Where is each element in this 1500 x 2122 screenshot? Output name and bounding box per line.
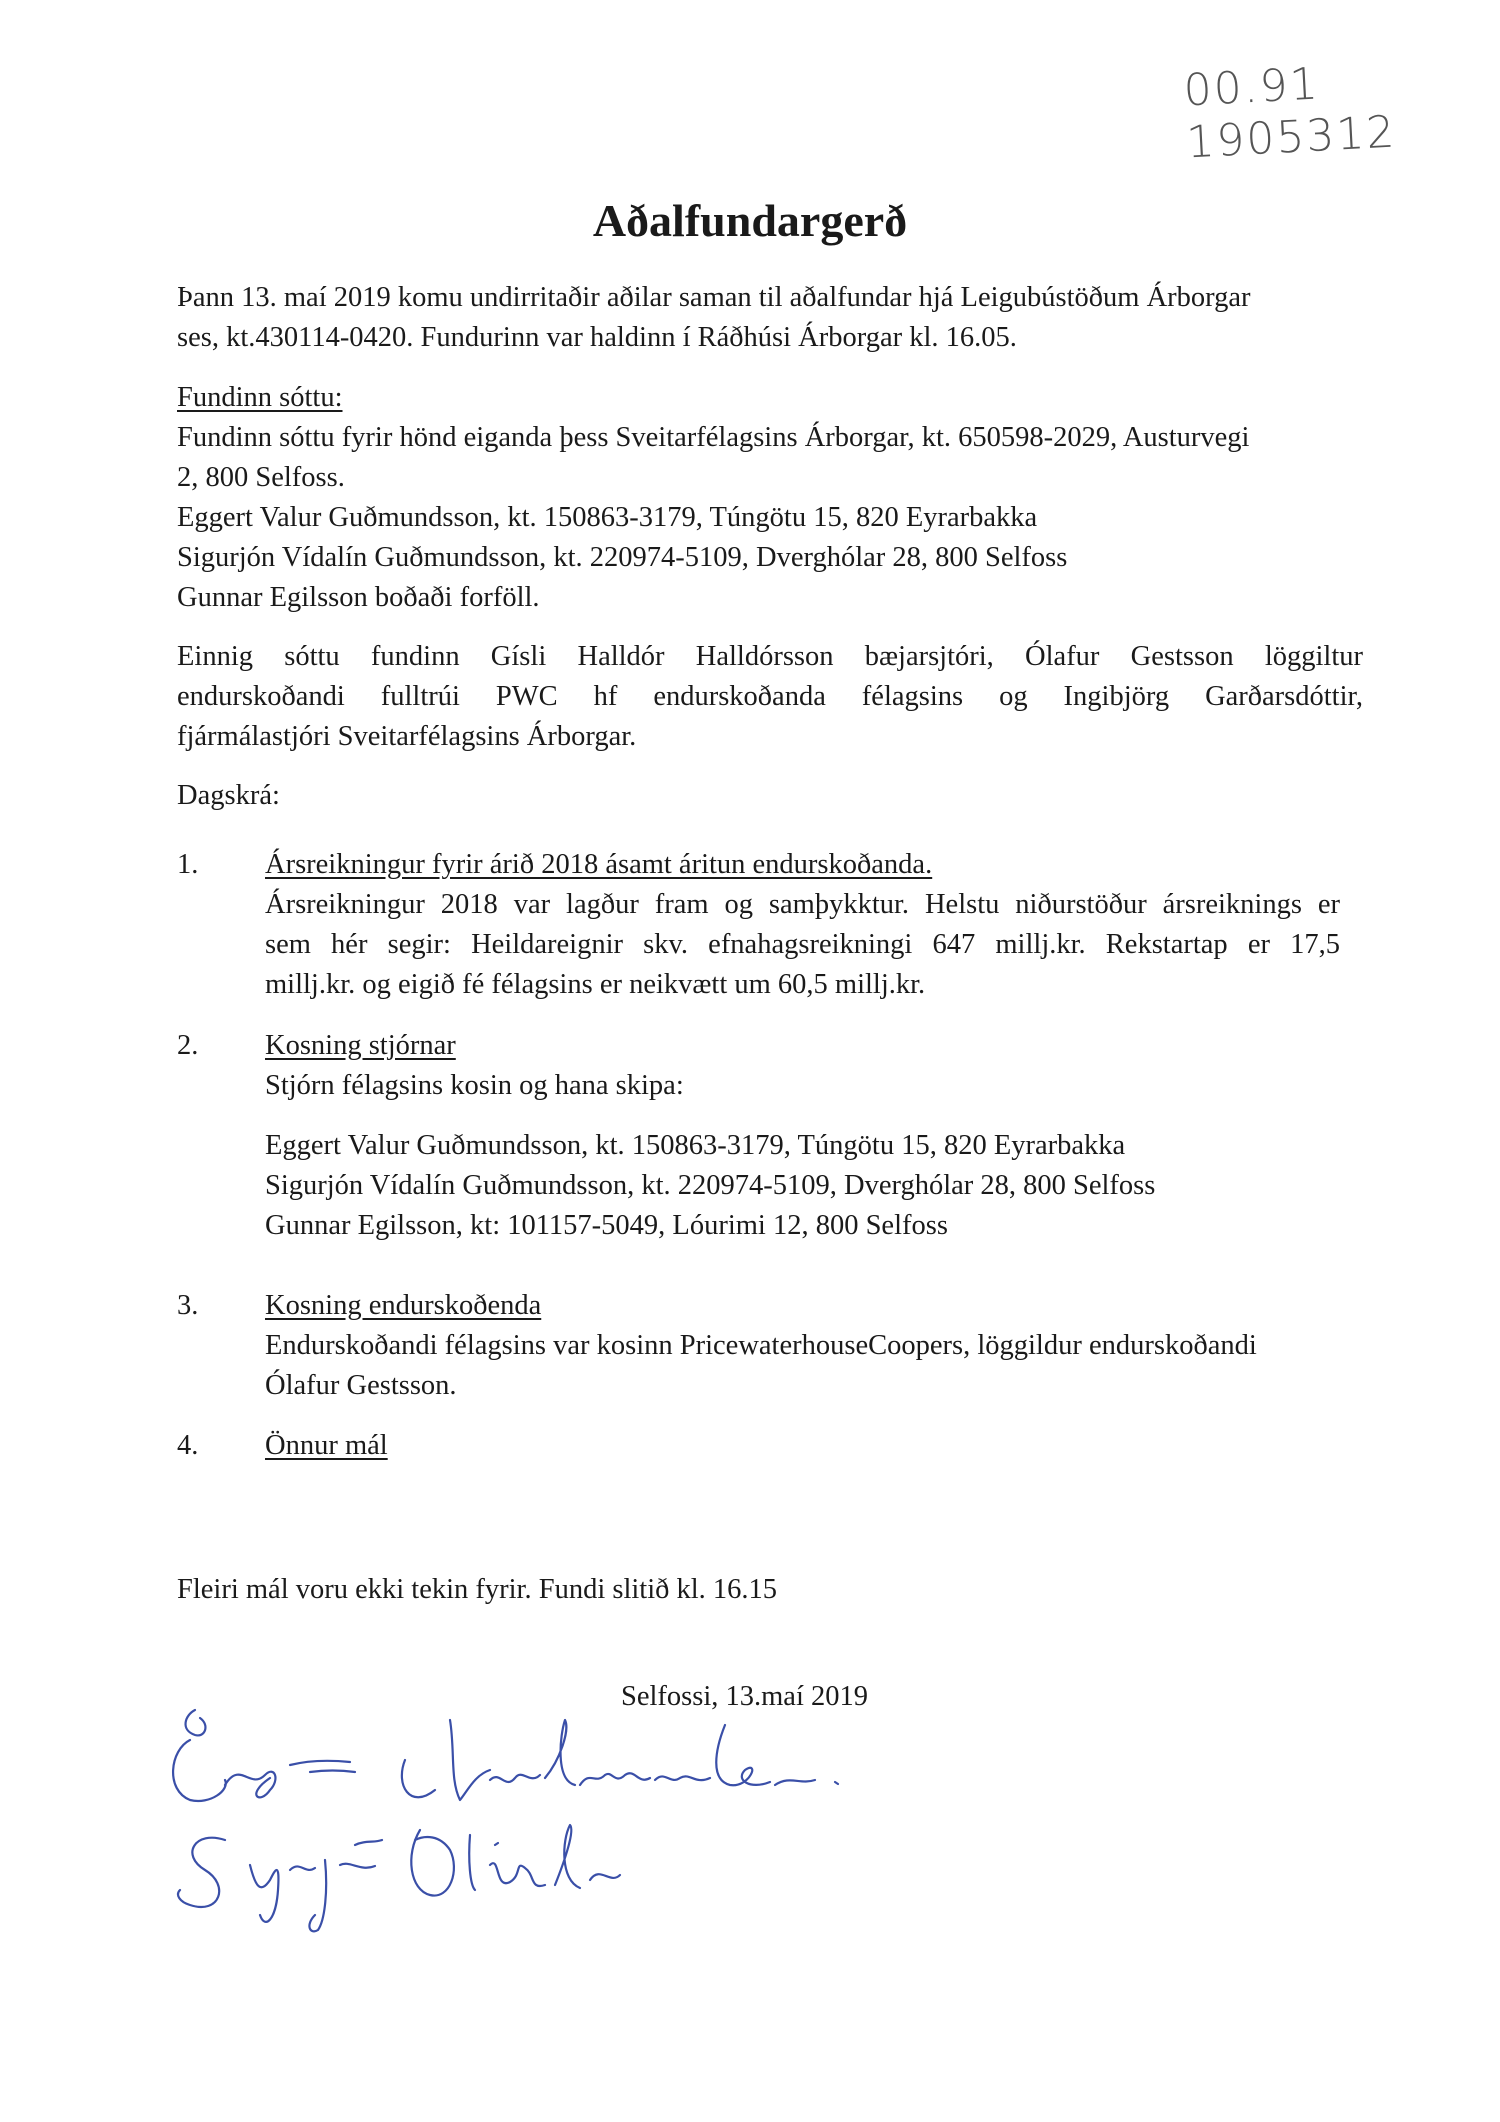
document-title: Aðalfundargerð [592, 195, 908, 246]
agenda-heading: Kosning stjórnar [265, 1030, 456, 1061]
attendees-line: 2, 800 Selfoss. [177, 462, 345, 493]
agenda-heading: Kosning endurskoðenda [265, 1290, 542, 1321]
signatures [150, 1690, 910, 1940]
agenda-text: Endurskoðandi félagsins var kosinn PricewaterhouseCoopers, löggildur endurskoðandi [265, 1330, 1257, 1361]
agenda-text: millj.kr. og eigið fé félagsins er neikvætt um 60,5 millj.kr. [265, 969, 926, 1000]
place-date: Selfossi, 13.maí 2019 [621, 1681, 868, 1712]
agenda-number: 3. [177, 1290, 199, 1321]
signature-eggert [173, 1710, 838, 1801]
also-attended-line: endurskoðandi fulltrúi PWC hf endurskoðanda félagsins og Ingibjörg Garðarsdóttir, [177, 681, 1363, 712]
board-member: Eggert Valur Guðmundsson, kt. 150863-3179, Túngötu 15, 820 Eyrarbakka [265, 1130, 1126, 1161]
reference-line-1: 00.91 [1182, 58, 1321, 117]
agenda-text: Ársreikningur 2018 var lagður fram og samþykktur. Helstu niðurstöður ársreiknings er [265, 889, 1340, 920]
also-attended-line: fjármálastjóri Sveitarfélagsins Árborgar. [177, 721, 637, 752]
attendees-line: Eggert Valur Guðmundsson, kt. 150863-3179, Túngötu 15, 820 Eyrarbakka [177, 502, 1038, 533]
attendees-heading: Fundinn sóttu: [177, 382, 343, 413]
agenda-label: Dagskrá: [177, 780, 280, 811]
agenda-number: 2. [177, 1030, 199, 1061]
also-attended-line: Einnig sóttu fundinn Gísli Halldór Halldórsson bæjarsjtóri, Ólafur Gestsson löggiltur [177, 641, 1363, 672]
agenda-number: 4. [177, 1430, 199, 1461]
agenda-text: sem hér segir: Heildareignir skv. efnahagsreikningi 647 millj.kr. Rekstartap er 17,5 [265, 929, 1340, 960]
intro-line-1: Þann 13. maí 2019 komu undirritaðir aðilar saman til aðalfundar hjá Leigubústöðum Árborgar [177, 282, 1251, 313]
signature-sigurjon [178, 1825, 620, 1931]
reference-line-2: 1905312 [1185, 106, 1398, 169]
agenda-text: Stjórn félagsins kosin og hana skipa: [265, 1070, 684, 1101]
attendees-line: Gunnar Egilsson boðaði forföll. [177, 582, 540, 613]
attendees-line: Fundinn sóttu fyrir hönd eiganda þess Sveitarfélagsins Árborgar, kt. 650598-2029, Austurvegi [177, 422, 1250, 453]
agenda-heading: Önnur mál [265, 1430, 388, 1461]
agenda-number: 1. [177, 849, 199, 880]
closing-text: Fleiri mál voru ekki tekin fyrir. Fundi slitið kl. 16.15 [177, 1574, 778, 1605]
agenda-text: Ólafur Gestsson. [265, 1370, 457, 1401]
intro-line-2: ses, kt.430114-0420. Fundurinn var haldinn í Ráðhúsi Árborgar kl. 16.05. [177, 322, 1017, 353]
attendees-line: Sigurjón Vídalín Guðmundsson, kt. 220974-5109, Dverghólar 28, 800 Selfoss [177, 542, 1068, 573]
handwritten-reference [1182, 55, 1397, 170]
board-member: Gunnar Egilsson, kt: 101157-5049, Lóurimi 12, 800 Selfoss [265, 1210, 948, 1241]
board-member: Sigurjón Vídalín Guðmundsson, kt. 220974-5109, Dverghólar 28, 800 Selfoss [265, 1170, 1156, 1201]
agenda-heading: Ársreikningur fyrir árið 2018 ásamt áritun endurskoðanda. [265, 849, 933, 880]
